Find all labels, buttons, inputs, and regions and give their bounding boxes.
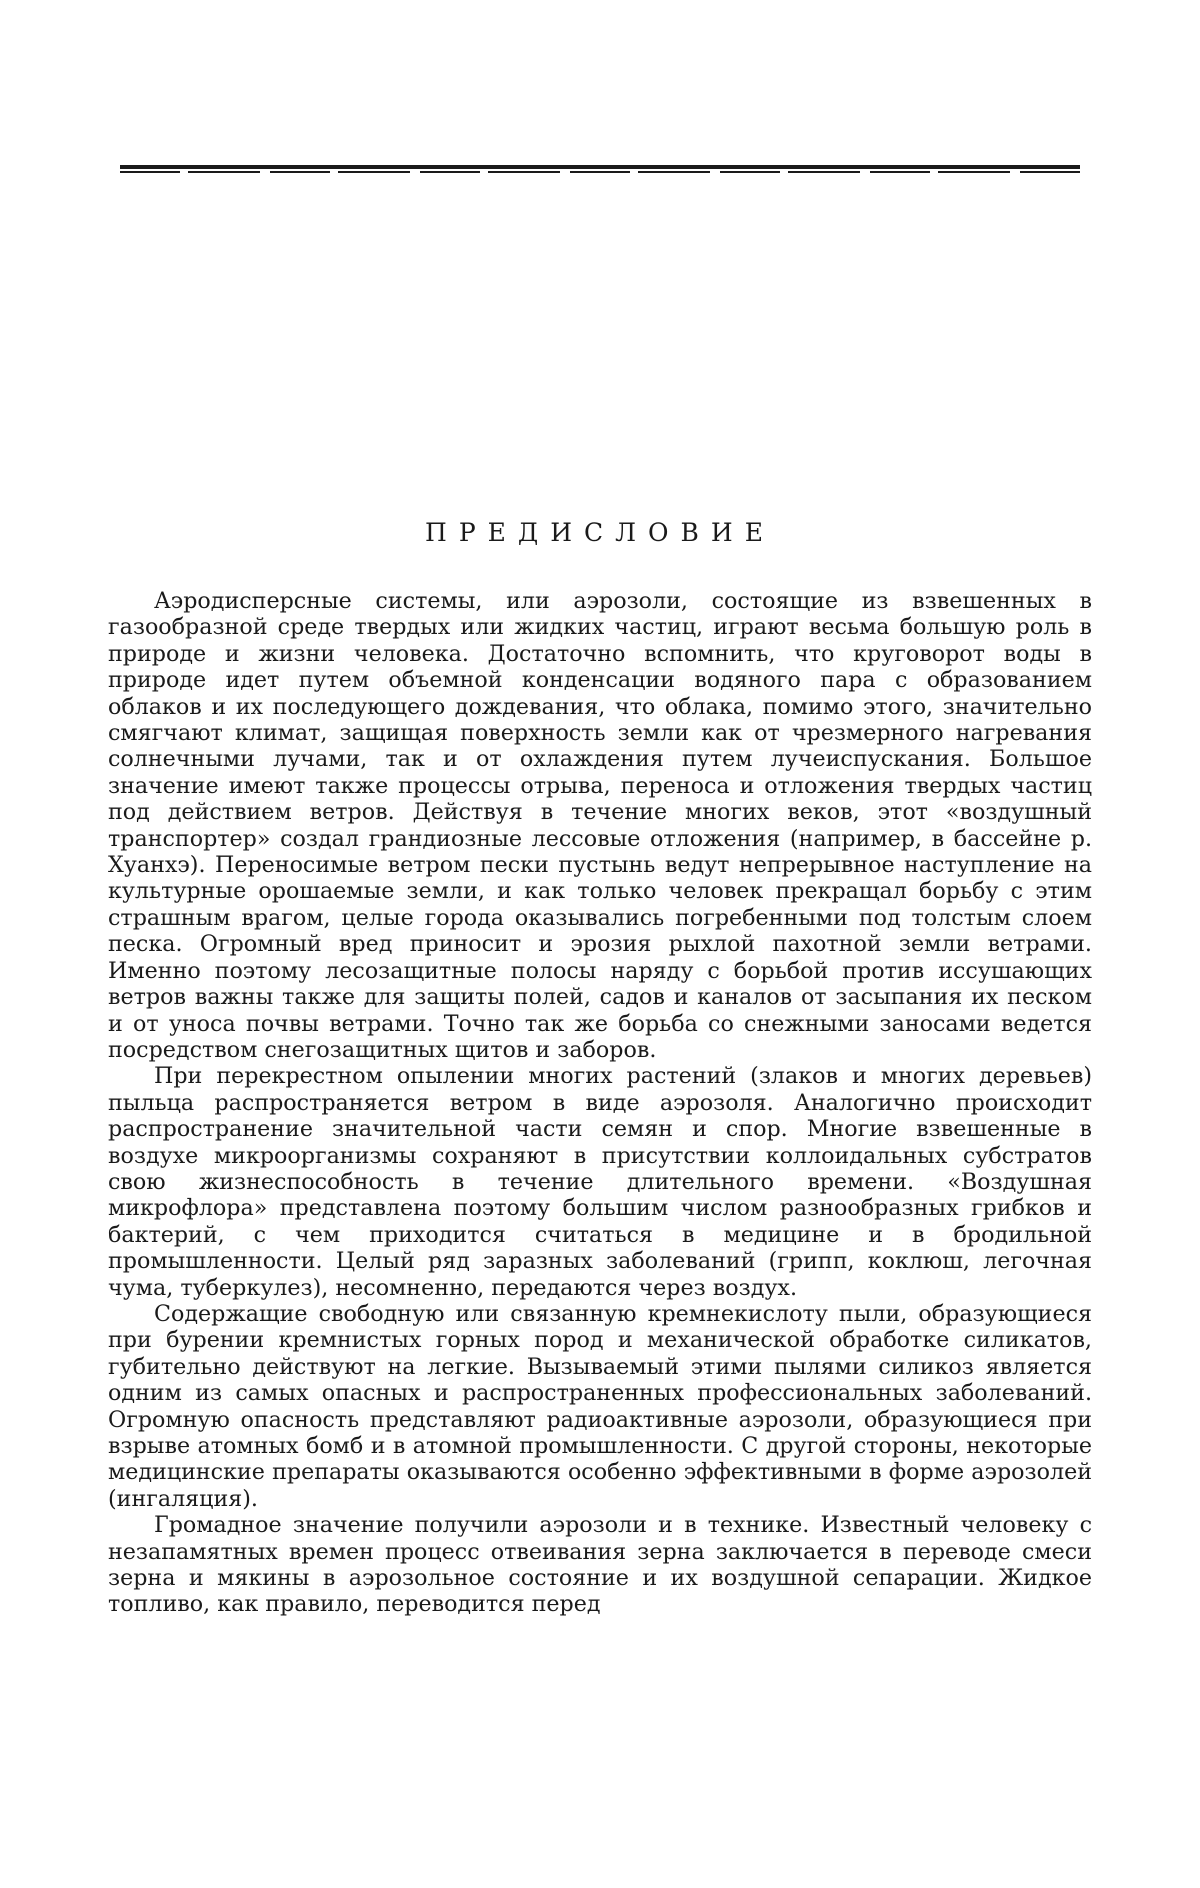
paragraph: Аэродисперсные системы, или аэрозоли, состоящие из взвешенных в газообразной среде твердых или жидких частиц, играют весьма большую роль в природе и жизни человека. Достаточно вспомнить, что круговорот воды в природе идет путем объемной конденсации водяного пара с образованием облаков и их последующего дождевания, что облака, помимо этого, значительно смягчают климат, защищая поверхность земли как от чрезмерного нагревания солнечными лучами, так и от охлаждения путем лучеиспускания. Большое значение имеют также процессы отрыва, переноса и отложения твердых частиц под действием ветров. Действуя в течение многих веков, этот «воздушный транспортер» создал грандиозные лессовые отложения (например, в бассейне р. Хуанхэ). Переносимые ветром пески пустынь ведут непрерывное наступление на культурные орошаемые земли, и как только человек прекращал борьбу с этим страшным врагом, целые города оказывались погребенными под толстым слоем песка. Огромный вред приносит и эрозия рыхлой пахотной земли ветрами. Именно поэтому лесозащитные полосы наряду с борьбой против иссушающих ветров важны также для защиты полей, садов и каналов от засыпания их песком и от уноса почвы ветрами. Точно так же борьба со снежными заносами ведется посредством снегозащитных щитов и заборов. bbox=[108, 588, 1092, 1063]
paragraph: При перекрестном опылении многих растений (злаков и многих деревьев) пыльца распространяется ветром в виде аэрозоля. Аналогично происходит распространение значительной части семян и спор. Многие взвешенные в воздухе микроорганизмы сохраняют в присутствии коллоидальных субстратов свою жизнеспособность в течение длительного времени. «Воздушная микрофлора» представлена поэтому большим числом разнообразных грибков и бактерий, с чем приходится считаться в медицине и в бродильной промышленности. Целый ряд заразных заболеваний (грипп, коклюш, легочная чума, туберкулез), несомненно, передаются через воздух. bbox=[108, 1063, 1092, 1301]
paragraph: Громадное значение получили аэрозоли и в технике. Известный человеку с незапамятных времен процесс отвеивания зерна заключается в переводе смеси зерна и мякины в аэрозольное состояние и их воздушной сепарации. Жидкое топливо, как правило, переводится перед bbox=[108, 1512, 1092, 1618]
header-rule-thin bbox=[120, 171, 1080, 173]
body-text bbox=[108, 588, 1092, 1618]
header-rule-thick bbox=[120, 165, 1080, 169]
paragraph: Содержащие свободную или связанную кремнекислоту пыли, образующиеся при бурении кремнистых горных пород и механической обработке силикатов, губительно действуют на легкие. Вызываемый этими пылями силикоз является одним из самых опасных и распространенных профессиональных заболеваний. Огромную опасность представляют радиоактивные аэрозоли, образующиеся при взрыве атомных бомб и в атомной промышленности. С другой стороны, некоторые медицинские препараты оказываются особенно эффективными в форме аэрозолей (ингаляция). bbox=[108, 1300, 1092, 1512]
header-rule bbox=[120, 165, 1080, 175]
page-title: ПРЕДИСЛОВИЕ bbox=[425, 518, 775, 547]
